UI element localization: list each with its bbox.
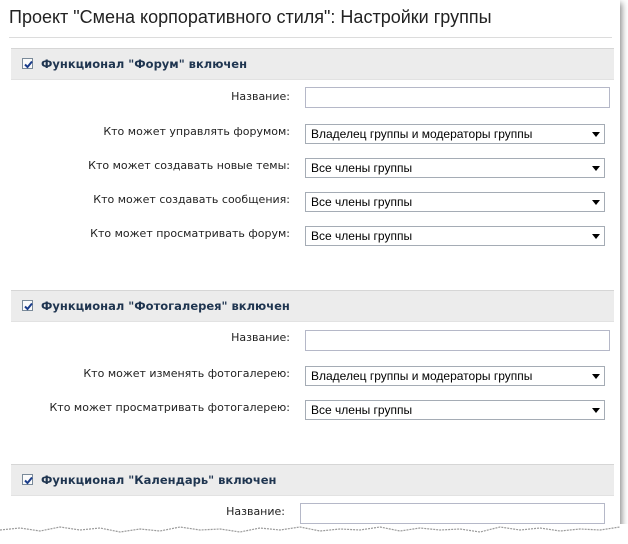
- page-title: Проект "Смена корпоративного стиля": Настройки группы: [9, 7, 492, 27]
- forum-name-label: Название:: [231, 90, 290, 103]
- forum-enabled-checkbox[interactable]: [22, 58, 33, 69]
- gallery-edit-label: Кто может изменять фотогалерею:: [83, 367, 290, 380]
- chevron-down-icon: [592, 166, 600, 171]
- forum-new-topics-label: Кто может создавать новые темы:: [88, 159, 290, 172]
- gallery-section-header: [11, 290, 614, 322]
- forum-messages-label: Кто может создавать сообщения:: [93, 193, 290, 206]
- calendar-section-header: [11, 464, 614, 496]
- torn-edge-shape: [0, 524, 628, 544]
- forum-section-label: Функционал "Форум" включен: [41, 57, 248, 71]
- gallery-name-input[interactable]: [305, 330, 610, 351]
- calendar-name-input[interactable]: [300, 503, 605, 524]
- gallery-name-label: Название:: [231, 331, 290, 344]
- forum-manage-value: Владелец группы и модераторы группы: [311, 127, 533, 141]
- calendar-name-label: Название:: [226, 505, 285, 518]
- chevron-down-icon: [592, 234, 600, 239]
- chevron-down-icon: [592, 200, 600, 205]
- calendar-section-label: Функционал "Календарь" включен: [41, 473, 277, 487]
- checkmark-icon: [23, 475, 34, 486]
- gallery-view-label: Кто может просматривать фотогалерею:: [49, 401, 290, 414]
- forum-section-header: [11, 48, 614, 80]
- forum-messages-value: Все члены группы: [311, 195, 413, 209]
- gallery-view-select[interactable]: [305, 400, 605, 420]
- torn-edge: [0, 524, 628, 544]
- gallery-enabled-checkbox[interactable]: [22, 300, 33, 311]
- gallery-section-label: Функционал "Фотогалерея" включен: [41, 299, 290, 313]
- forum-view-label: Кто может просматривать форум:: [90, 227, 290, 240]
- chevron-down-icon: [592, 408, 600, 413]
- chevron-down-icon: [592, 132, 600, 137]
- forum-new-topics-select[interactable]: [305, 158, 605, 178]
- forum-view-select[interactable]: [305, 226, 605, 246]
- calendar-enabled-checkbox[interactable]: [22, 474, 33, 485]
- chevron-down-icon: [592, 374, 600, 379]
- forum-view-value: Все члены группы: [311, 229, 413, 243]
- gallery-view-value: Все члены группы: [311, 403, 413, 417]
- forum-messages-select[interactable]: [305, 192, 605, 212]
- forum-manage-select[interactable]: [305, 124, 605, 144]
- gallery-edit-value: Владелец группы и модераторы группы: [311, 369, 533, 383]
- checkmark-icon: [23, 59, 34, 70]
- forum-name-input[interactable]: [305, 87, 610, 108]
- title-divider: [9, 37, 612, 38]
- gallery-edit-select[interactable]: [305, 366, 605, 386]
- forum-manage-label: Кто может управлять форумом:: [103, 125, 290, 138]
- checkmark-icon: [23, 301, 34, 312]
- forum-new-topics-value: Все члены группы: [311, 161, 413, 175]
